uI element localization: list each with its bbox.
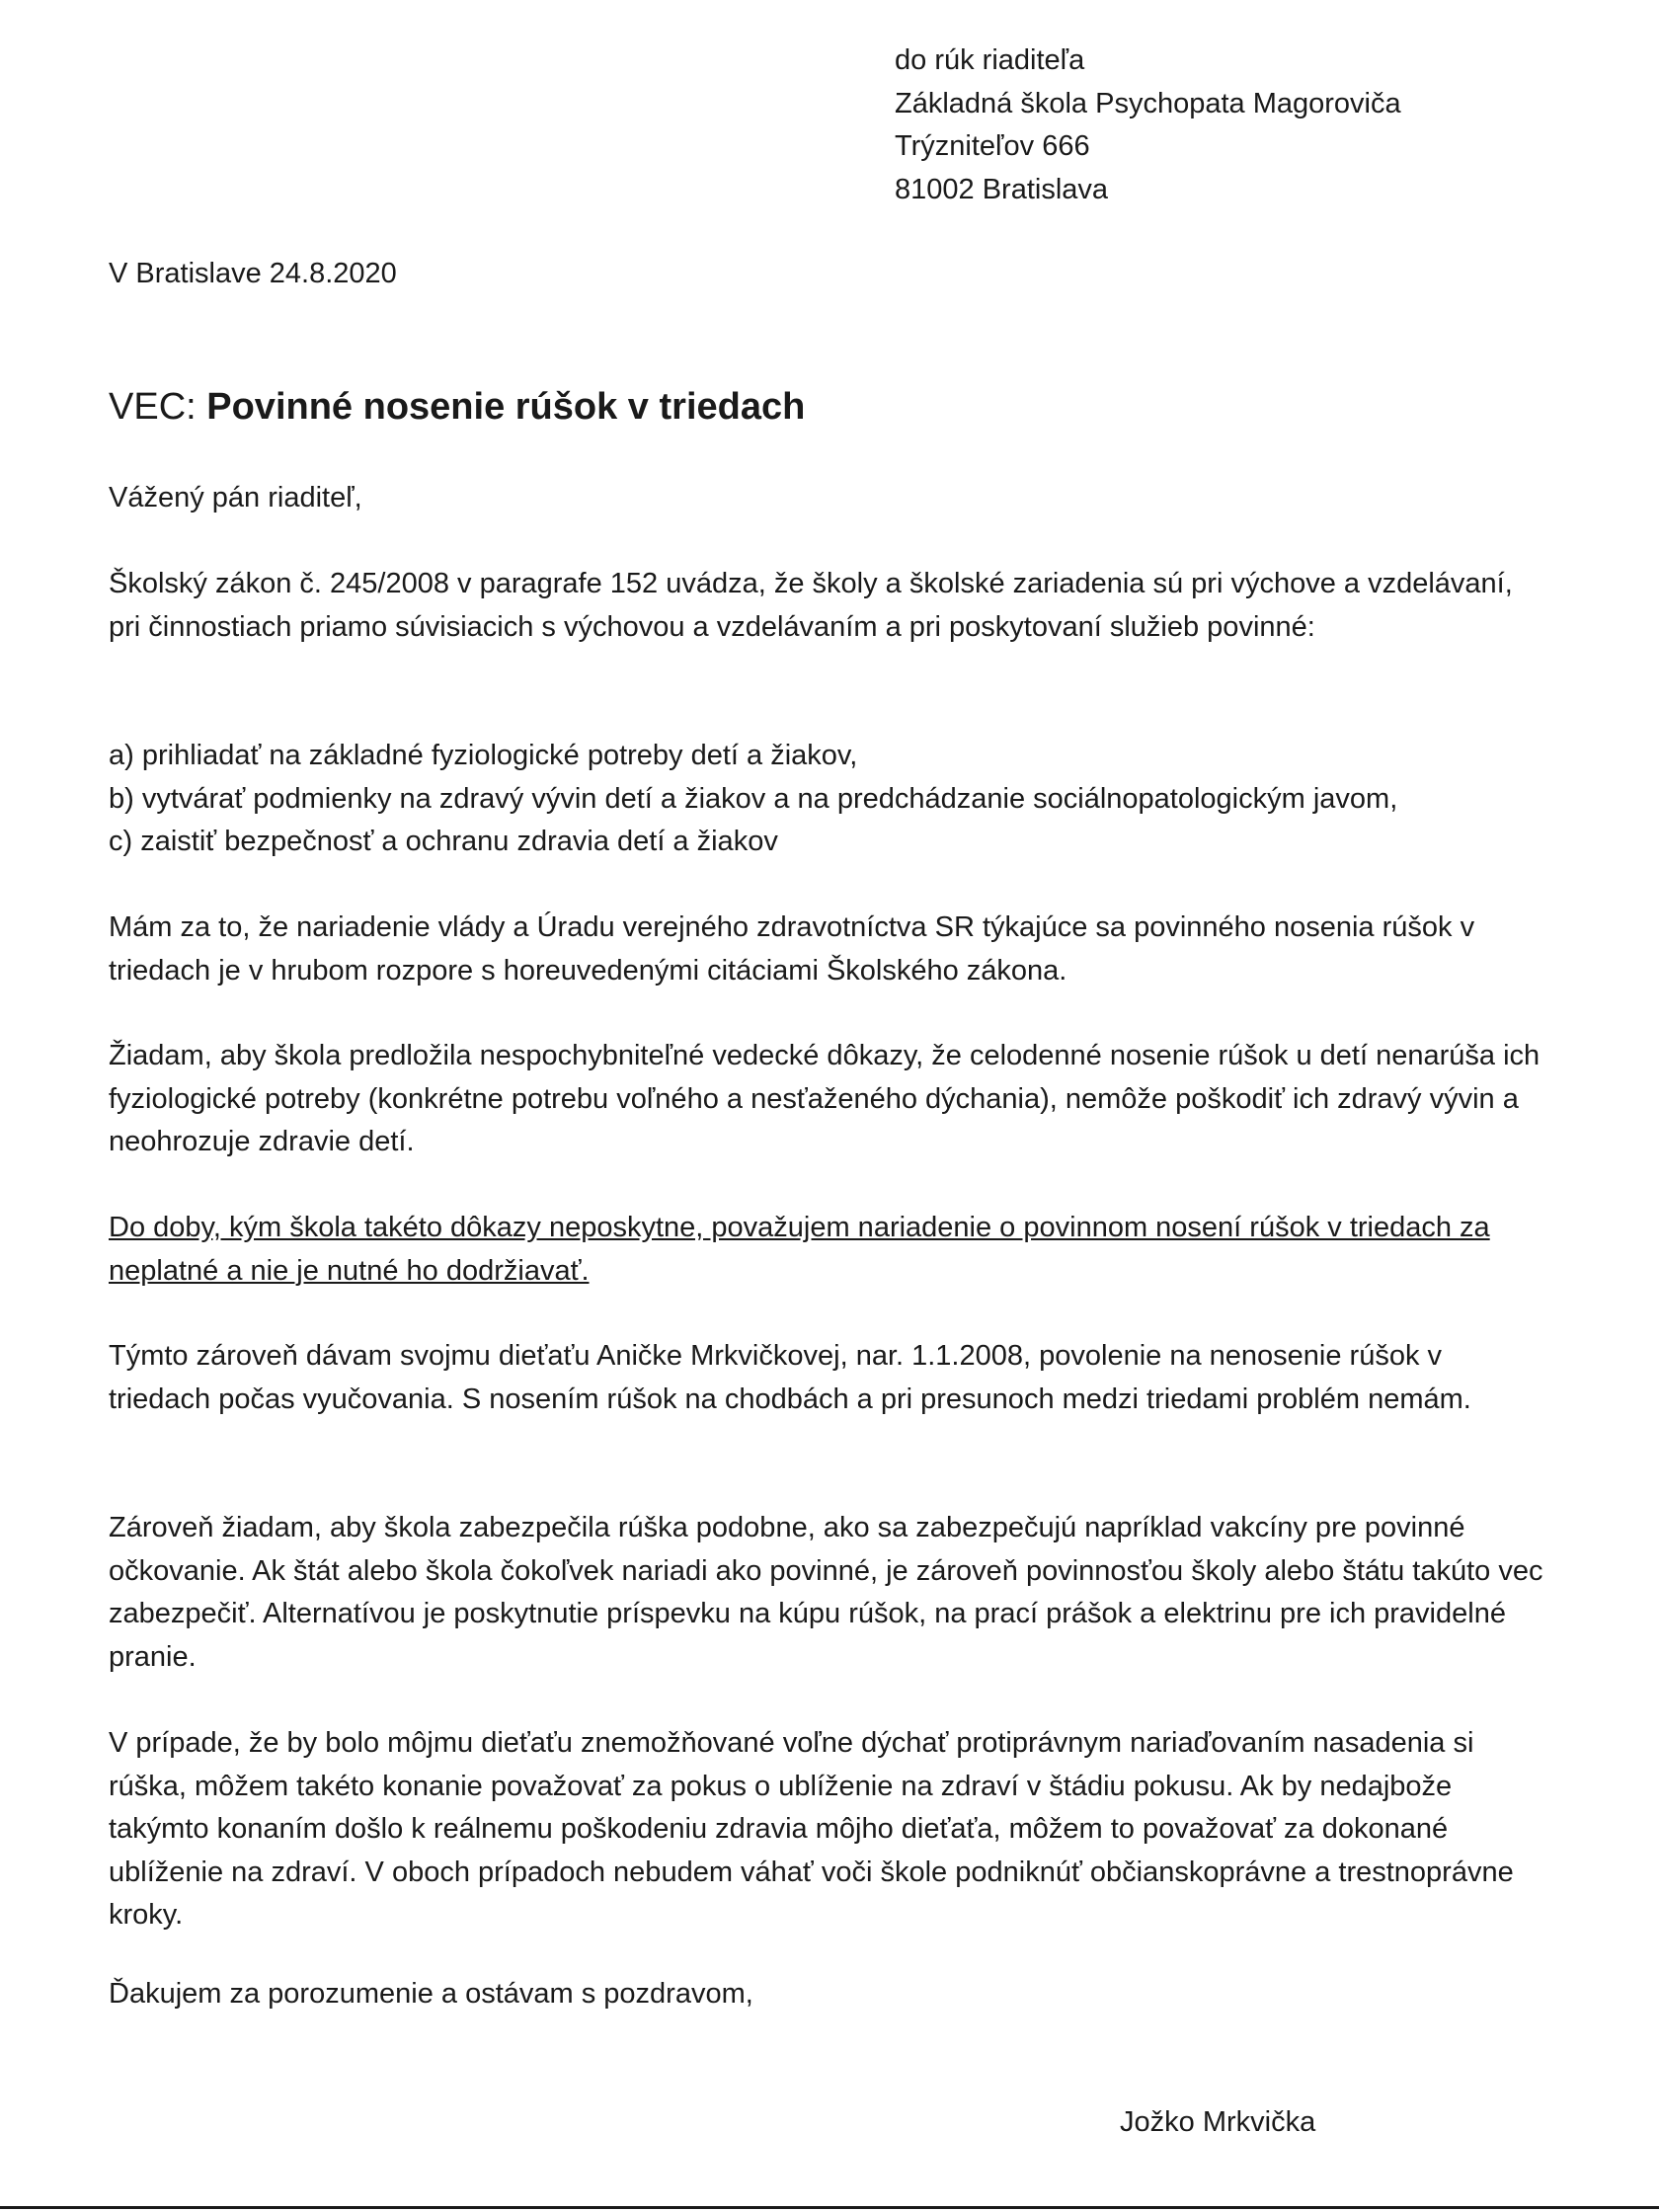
date-line: V Bratislave 24.8.2020 [109, 258, 397, 289]
paragraph-underlined-statement: Do doby, kým škola takéto dôkazy neposkytne, považujem nariadenie o povinnom nosení rúšok v triedach za neplatné a nie je nutné ho dodržiavať. [109, 1212, 1490, 1287]
paragraph-law-citation: Školský zákon č. 245/2008 v paragrafe 152 uvádza, že školy a školské zariadenia sú pri výchove a vzdelávaní, pri činnostiach priamo súvisiacich s výchovou a vzdelávaním a pri poskytovaní služieb povinné: [109, 568, 1513, 643]
subject-title: Povinné nosenie rúšok v triedach [206, 386, 806, 428]
paragraph-conflict: Mám za to, že nariadenie vlády a Úradu verejného zdravotníctva SR týkajúce sa povinného nosenia rúšok v triedach je v hrubom rozpore s horeuvedenými citáciami Školského zákona. [109, 911, 1475, 987]
paragraph-evidence-request: Žiadam, aby škola predložila nespochybniteľné vedecké dôkazy, že celodenné nosenie rúšok u detí nenarúša ich fyziologické potreby (konkrétne potrebu voľného a nesťaženého dýchania), nemôže poškodiť ich zdravý vývin a neohrozuje zdravie detí. [109, 1040, 1540, 1157]
signature: Jožko Mrkvička [1120, 2106, 1316, 2138]
page-bottom-border [0, 2206, 1659, 2209]
list-item: a) prihliadať na základné fyziologické potreby detí a žiakov, [109, 740, 858, 771]
closing-line: Ďakujem za porozumenie a ostávam s pozdravom, [109, 1978, 753, 2010]
recipient-address [895, 40, 1401, 211]
paragraph-permission: Týmto zároveň dávam svojmu dieťaťu Aničke Mrkvičkovej, nar. 1.1.2008, povolenie na nenosenie rúšok v triedach počas vyučovania. S nosením rúšok na chodbách a pri presunoch medzi triedami problém nemám. [109, 1340, 1471, 1415]
subject-line [109, 381, 1550, 433]
recipient-line-4: 81002 Bratislava [895, 173, 1109, 205]
salutation: Vážený pán riaditeľ, [109, 482, 362, 514]
recipient-line-3: Trýzniteľov 666 [895, 130, 1090, 162]
subject-prefix: VEC: [109, 386, 207, 428]
list-item: c) zaistiť bezpečnosť a ochranu zdravia detí a žiakov [109, 826, 778, 857]
list-item: b) vytvárať podmienky na zdravý vývin detí a žiakov a na predchádzanie sociálnopatologickým javom, [109, 782, 1398, 815]
recipient-line-1: do rúk riaditeľa [895, 44, 1085, 76]
recipient-line-2: Základná škola Psychopata Magoroviča [895, 87, 1401, 119]
obligation-list [109, 735, 1550, 864]
paragraph-legal-warning: V prípade, že by bolo môjmu dieťaťu znemožňované voľne dýchať protiprávnym nariaďovaním nasadenia si rúška, môžem takéto konanie považovať za pokus o ublíženie na zdraví v štádiu pokusu. Ak by nedajbože takýmto konaním došlo k reálnemu poškodeniu zdravia môjho dieťaťa, môžem to považovať za dokonané ublíženie na zdraví. V oboch prípadoch nebudem váhať voči škole podniknúť občianskoprávne a trestnoprávne kroky. [109, 1727, 1514, 1931]
paragraph-supply-request: Zároveň žiadam, aby škola zabezpečila rúška podobne, ako sa zabezpečujú napríklad vakcíny pre povinné očkovanie. Ak štát alebo škola čokoľvek nariadi ako povinné, je zároveň povinnosťou školy alebo štátu takúto vec zabezpečiť. Alternatívou je poskytnutie príspevku na kúpu rúšok, na prací prášok a elektrinu pre ich pravidelné pranie. [109, 1512, 1543, 1673]
